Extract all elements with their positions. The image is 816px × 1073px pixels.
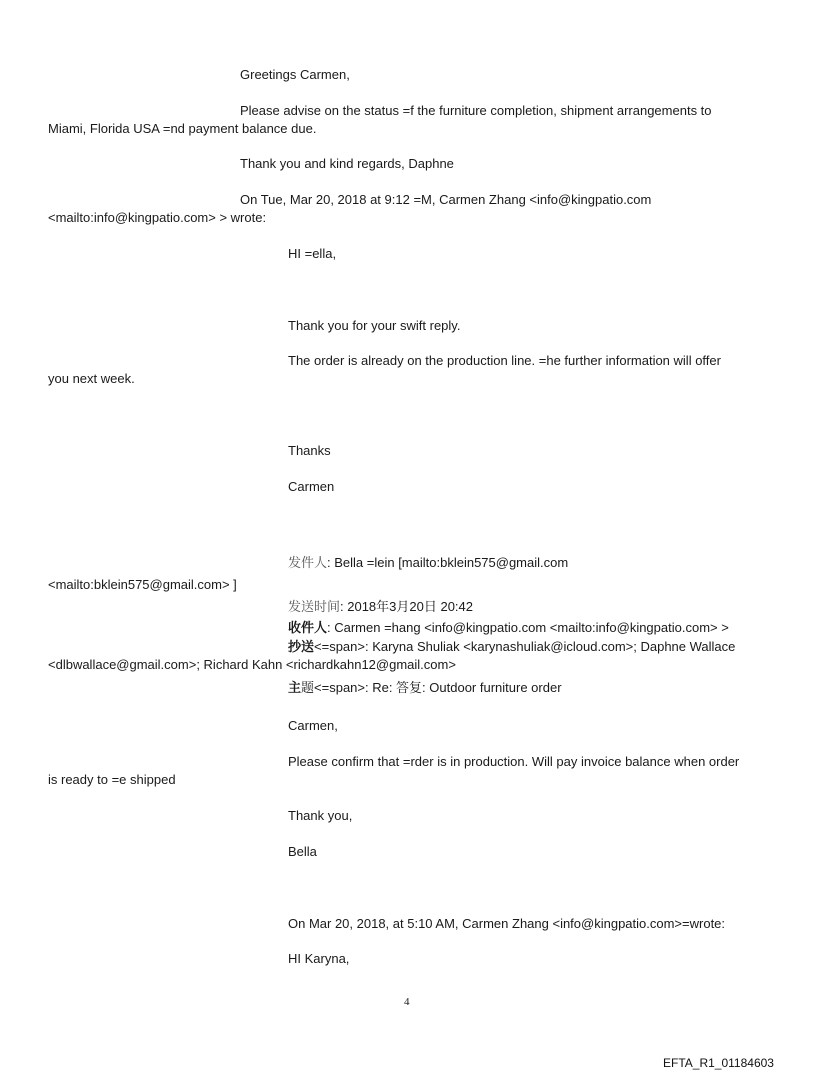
sent-label: 发送时间	[288, 599, 341, 614]
greeting-line: Greetings Carmen,	[240, 67, 350, 82]
body-line: Thank you for your swift reply.	[288, 318, 461, 333]
quote-header-line: <mailto:info@kingpatio.com> > wrote:	[48, 210, 267, 225]
from-label: 发件人	[288, 555, 328, 570]
header-from	[288, 555, 568, 571]
header-to	[288, 620, 729, 636]
signoff-line: Thanks	[288, 443, 331, 458]
body-line: is ready to =e shipped	[48, 772, 176, 787]
signoff-line: Thank you and kind regards, Daphne	[240, 156, 454, 171]
cc-value: <=span>: Karyna Shuliak <karynashuliak@icloud.com>; Daphne Wallace	[314, 639, 736, 654]
quote-header-line: On Tue, Mar 20, 2018 at 9:12 =M, Carmen Zhang <info@kingpatio.com	[240, 192, 652, 207]
greeting-line: HI =ella,	[288, 246, 337, 261]
body-line: Miami, Florida USA =nd payment balance due.	[48, 121, 317, 136]
subject-value: <=span>: Re: 答复: Outdoor furniture order	[314, 680, 562, 695]
body-line: The order is already on the production line. =he further information will offer	[288, 353, 721, 368]
from-value: : Bella =lein [mailto:bklein575@gmail.com	[327, 555, 569, 570]
sent-value: : 2018年3月20日 20:42	[340, 599, 473, 614]
subject-label-b: 题	[301, 680, 315, 695]
document-id: EFTA_R1_01184603	[663, 1056, 774, 1070]
greeting-line: Carmen,	[288, 718, 338, 733]
signature-name: Bella	[288, 844, 317, 859]
signoff-line: Thank you,	[288, 808, 353, 823]
quote-header-line: On Mar 20, 2018, at 5:10 AM, Carmen Zhang <info@kingpatio.com>=wrote:	[288, 916, 726, 931]
header-sent	[288, 599, 473, 615]
signature-name: Carmen	[288, 479, 335, 494]
cc-label: 抄送	[288, 639, 315, 654]
header-subject	[288, 680, 562, 696]
body-line: Please advise on the status =f the furniture completion, shipment arrangements to	[240, 103, 712, 118]
subject-label-a: 主	[288, 680, 302, 695]
body-line: you next week.	[48, 371, 135, 386]
header-from-continued: <mailto:bklein575@gmail.com> ]	[48, 577, 237, 592]
to-label: 收件人	[288, 620, 328, 635]
header-cc	[288, 639, 735, 655]
header-cc-continued: <dlbwallace@gmail.com>; Richard Kahn <richardkahn12@gmail.com>	[48, 657, 456, 672]
greeting-line: HI Karyna,	[288, 951, 350, 966]
to-value: : Carmen =hang <info@kingpatio.com <mailto:info@kingpatio.com> >	[327, 620, 729, 635]
body-line: Please confirm that =rder is in production. Will pay invoice balance when order	[288, 754, 740, 769]
page-number: 4	[404, 996, 410, 1008]
